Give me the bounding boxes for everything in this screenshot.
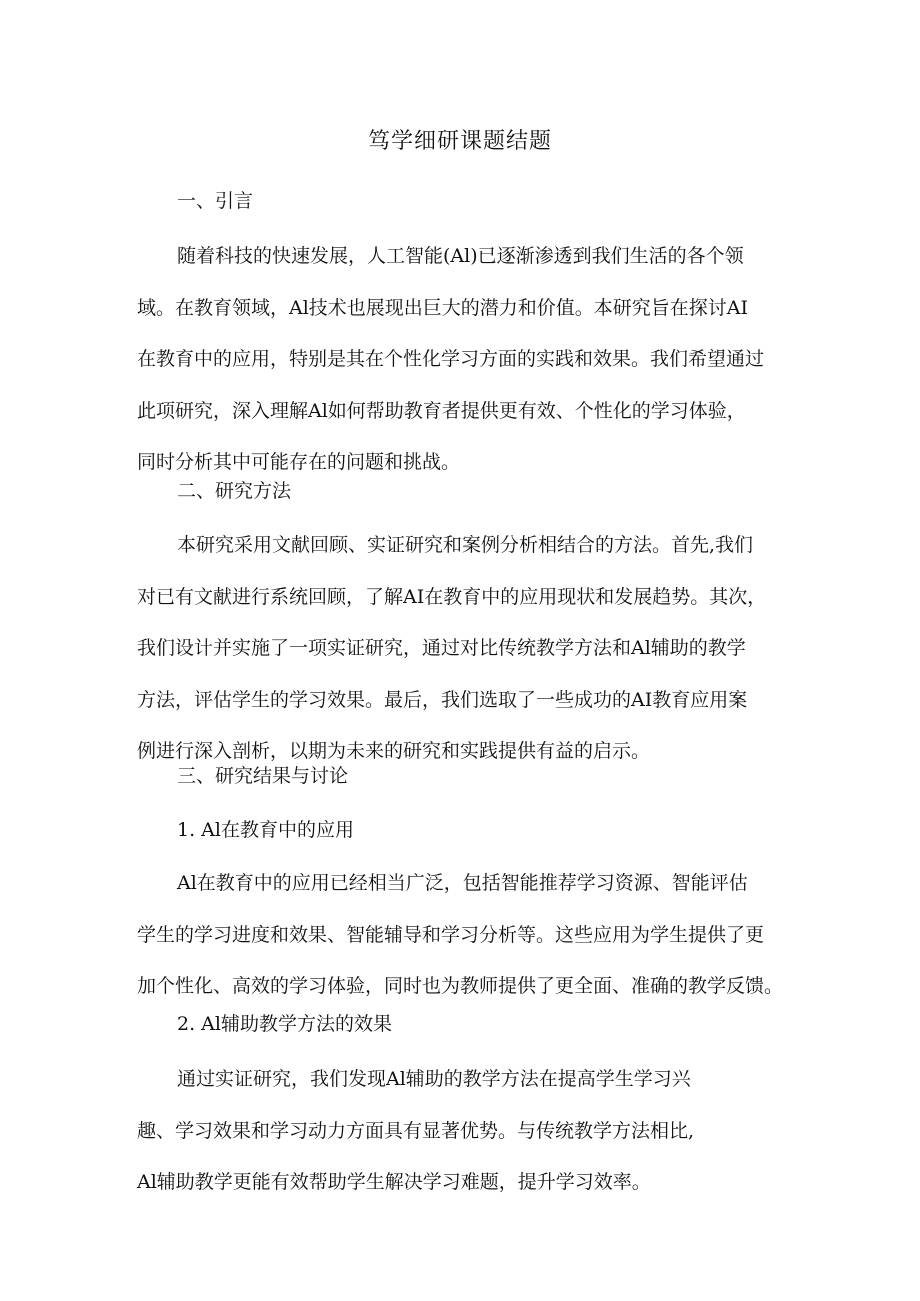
paragraph-line: 同时分析其中可能存在的问题和挑战。	[137, 451, 461, 473]
paragraph-applications	[137, 858, 792, 1013]
paragraph-line: 随着科技的快速发展，人工智能(Al)已逐渐渗透到我们生活的各个领	[177, 245, 744, 267]
paragraph-effects	[137, 1054, 792, 1209]
paragraph-methods	[137, 520, 792, 778]
paragraph-line: 本研究采用文献回顾、实证研究和案例分析相结合的方法。首先,我们	[177, 534, 754, 556]
paragraph-line: Al辅助教学更能有效帮助学生解决学习难题，提升学习效率。	[137, 1171, 651, 1193]
section-heading-methods: 二、研究方法	[177, 480, 292, 502]
paragraph-line: 我们设计并实施了一项实证研究，通过对比传统教学方法和Al辅助的教学	[137, 637, 746, 659]
paragraph-line: 例进行深入剖析，以期为未来的研究和实践提供有益的启示。	[137, 740, 651, 762]
paragraph-line: 通过实证研究，我们发现Al辅助的教学方法在提高学生学习兴	[177, 1068, 691, 1090]
paragraph-line: 趣、学习效果和学习动力方面具有显著优势。与传统教学方法相比,	[137, 1119, 695, 1142]
subsection-heading-applications: 1. Al在教育中的应用	[177, 819, 354, 841]
paragraph-line: 域。在教育领域，Al技术也展现出巨大的潜力和价值。本研究旨在探讨AI	[137, 296, 749, 319]
paragraph-intro	[137, 231, 792, 489]
paragraph-line: 方法，评估学生的学习效果。最后，我们选取了一些成功的AI教育应用案	[137, 688, 748, 711]
document-title: 笃学细研课题结题	[367, 129, 552, 154]
section-heading-intro: 一、引言	[177, 190, 254, 212]
subsection-heading-effects: 2. Al辅助教学方法的效果	[177, 1013, 392, 1035]
paragraph-line: 此项研究，深入理解Al如何帮助教育者提供更有效、个性化的学习体验，	[137, 399, 746, 422]
paragraph-line: 加个性化、高效的学习体验，同时也为教师提供了更全面、准确的教学反馈。	[137, 975, 784, 997]
section-heading-results: 三、研究结果与讨论	[177, 765, 349, 787]
paragraph-line: Al在教育中的应用已经相当广泛，包括智能推荐学习资源、智能评估	[177, 872, 748, 894]
paragraph-line: 对已有文献进行系统回顾，了解AI在教育中的应用现状和发展趋势。其次，	[137, 585, 767, 608]
paragraph-line: 学生的学习进度和效果、智能辅导和学习分析等。这些应用为学生提供了更	[137, 923, 765, 946]
paragraph-line: 在教育中的应用，特别是其在个性化学习方面的实践和效果。我们希望通过	[137, 348, 765, 370]
